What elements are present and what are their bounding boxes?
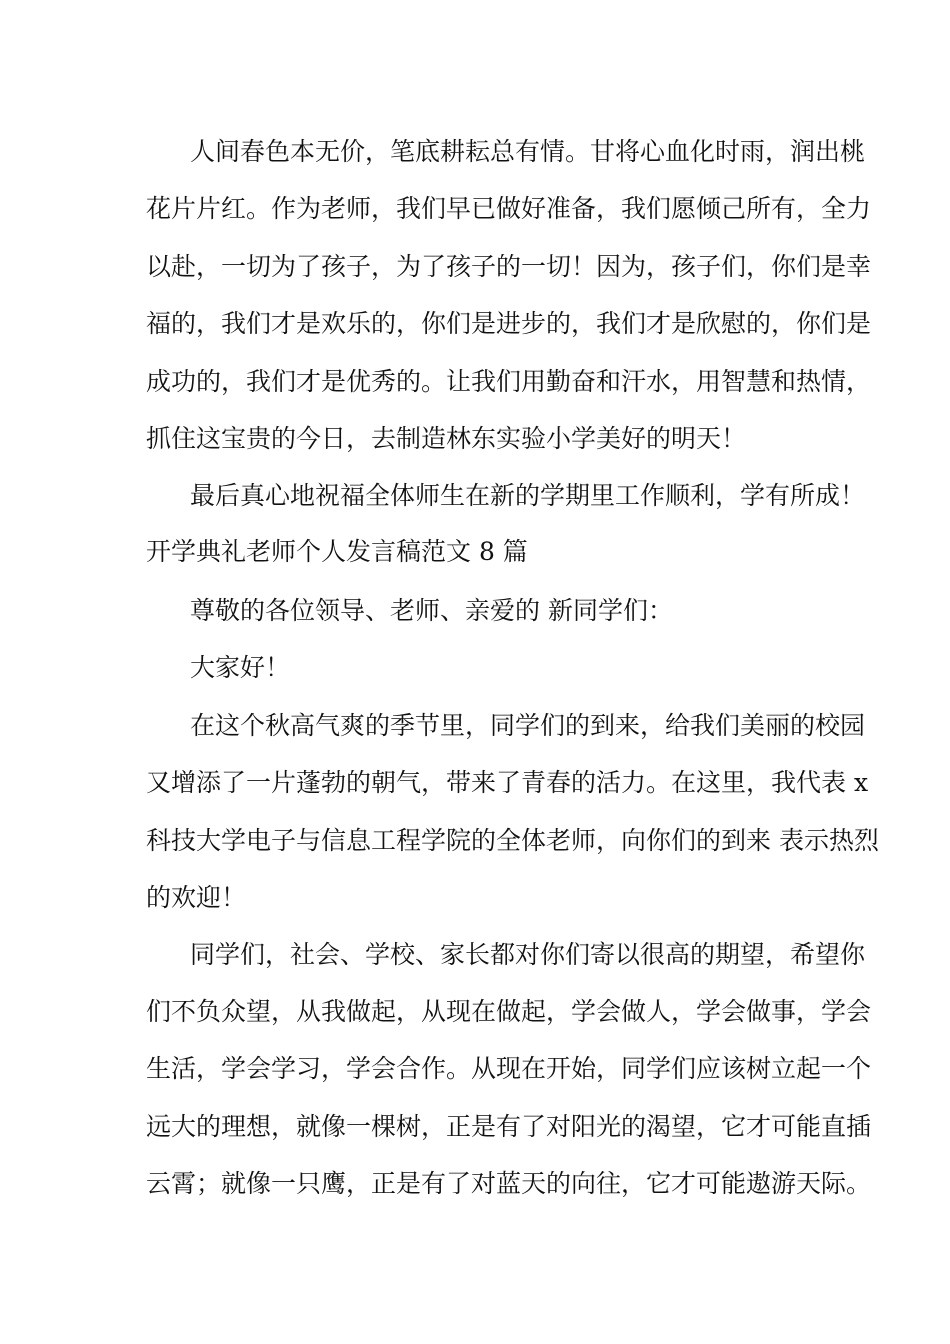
text-line: 最后真心地祝福全体师生在新的学期里工作顺利，学有所成！ (190, 481, 866, 510)
section-heading: 开学典礼老师个人发言稿范文 8 篇 (146, 537, 528, 566)
text-line: 云霄；就像一只鹰，正是有了对蓝天的向往，它才可能遨游天际。 (146, 1169, 872, 1198)
text-line: 科技大学电子与信息工程学院的全体老师，向你们的到来 表示热烈 (146, 826, 879, 855)
text-line: 的欢迎！ (146, 883, 247, 912)
text-line: 远大的理想，就像一棵树，正是有了对阳光的渴望，它才可能直插 (146, 1112, 872, 1141)
text-line: 同学们，社会、学校、家长都对你们寄以很高的期望，希望你 (190, 940, 866, 969)
greeting: 大家好！ (190, 653, 291, 682)
text-line: 成功的，我们才是优秀的。让我们用勤奋和汗水，用智慧和热情， (146, 367, 872, 396)
text-line: 花片片红。作为老师，我们早已做好准备，我们愿倾己所有，全力 (146, 194, 872, 223)
text-line: 福的，我们才是欢乐的，你们是进步的，我们才是欣慰的，你们是 (146, 309, 872, 338)
text-line: 以赴，一切为了孩子，为了孩子的一切！因为，孩子们，你们是幸 (146, 252, 872, 281)
salutation: 尊敬的各位领导、老师、亲爱的 新同学们： (190, 596, 673, 625)
text-line: 们不负众望，从我做起，从现在做起，学会做人，学会做事，学会 (146, 997, 872, 1026)
text-line: 人间春色本无价，笔底耕耘总有情。甘将心血化时雨，润出桃 (190, 137, 866, 166)
text-line: 抓住这宝贵的今日，去制造林东实验小学美好的明天！ (146, 424, 747, 453)
text-line: 生活，学会学习，学会合作。从现在开始，同学们应该树立起一个 (146, 1054, 872, 1083)
text-line: 在这个秋高气爽的季节里，同学们的到来，给我们美丽的校园 (190, 711, 866, 740)
text-line: 又增添了一片蓬勃的朝气，带来了青春的活力。在这里，我代表 x (146, 768, 869, 797)
